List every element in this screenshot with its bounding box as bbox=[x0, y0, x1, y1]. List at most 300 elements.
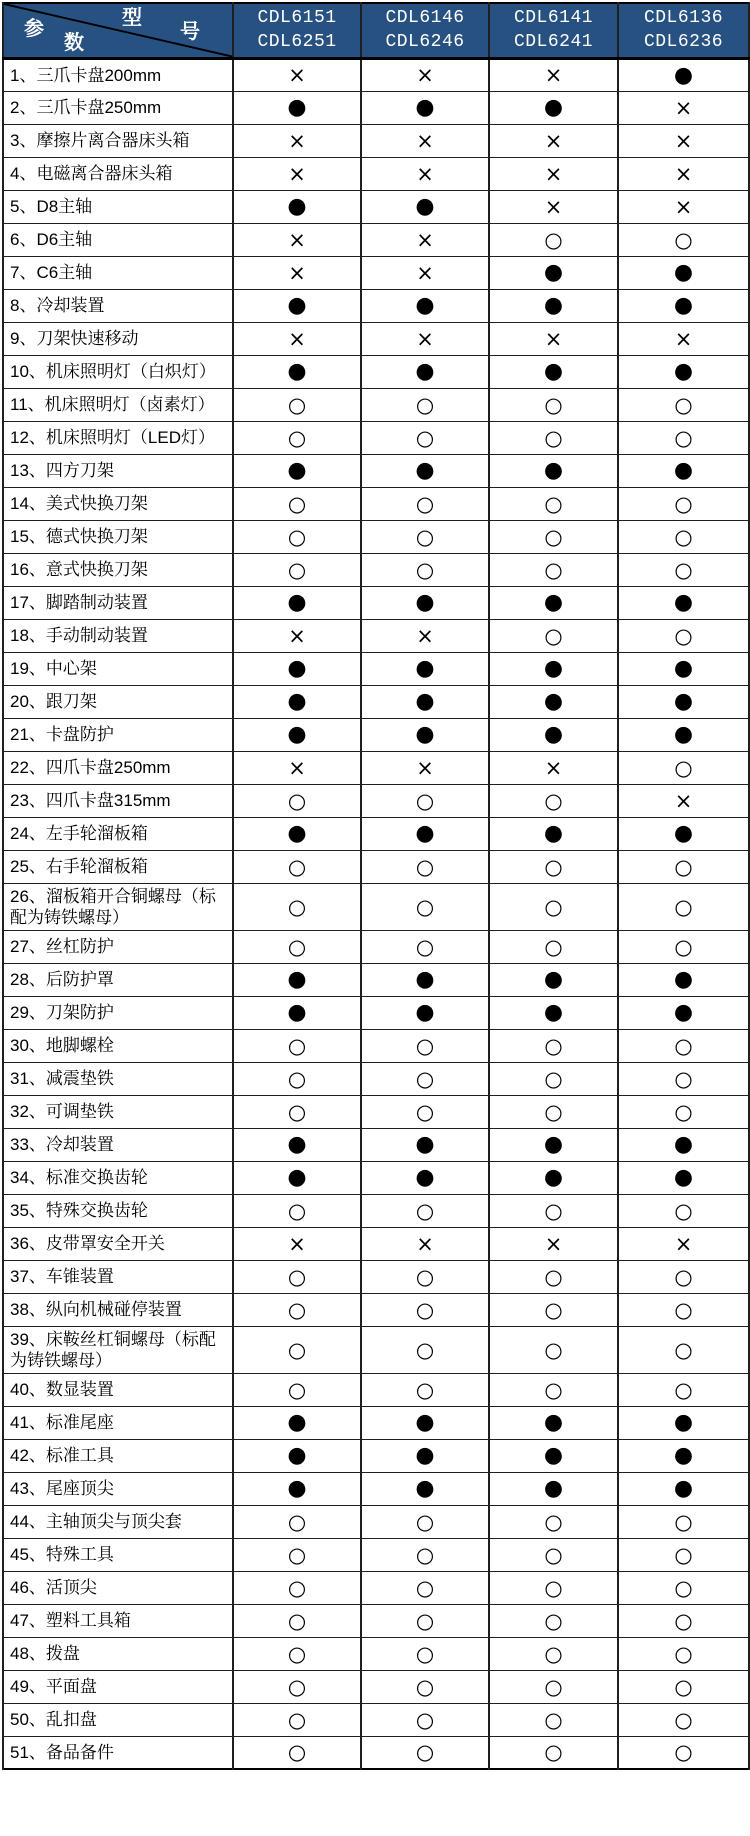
availability-cell: × bbox=[361, 223, 489, 256]
table-row bbox=[3, 1439, 749, 1472]
availability-cell: ● bbox=[618, 817, 749, 850]
availability-cell: × bbox=[361, 256, 489, 289]
availability-cell: ○ bbox=[489, 1604, 618, 1637]
table-row bbox=[3, 421, 749, 454]
availability-cell: ○ bbox=[361, 1538, 489, 1571]
row-label: 42、标准工具 bbox=[3, 1439, 233, 1472]
table-row bbox=[3, 1505, 749, 1538]
availability-cell: ● bbox=[489, 1161, 618, 1194]
table-row bbox=[3, 223, 749, 256]
availability-cell: ○ bbox=[489, 1029, 618, 1062]
availability-cell: ● bbox=[361, 652, 489, 685]
availability-cell: ○ bbox=[618, 930, 749, 963]
corner-model-label-char: 型 bbox=[122, 7, 142, 29]
table-row bbox=[3, 58, 749, 91]
availability-cell: × bbox=[361, 619, 489, 652]
row-label: 35、特殊交换齿轮 bbox=[3, 1194, 233, 1227]
availability-cell: ○ bbox=[233, 784, 361, 817]
availability-cell: ○ bbox=[233, 1571, 361, 1604]
availability-cell: ● bbox=[489, 454, 618, 487]
availability-cell: × bbox=[361, 157, 489, 190]
availability-cell: ● bbox=[233, 652, 361, 685]
availability-cell: ○ bbox=[618, 1736, 749, 1769]
model-name: CDL6241 bbox=[513, 32, 594, 53]
availability-cell: ● bbox=[618, 1128, 749, 1161]
availability-cell: ● bbox=[489, 718, 618, 751]
row-label: 8、冷却装置 bbox=[3, 289, 233, 322]
table-row bbox=[3, 1472, 749, 1505]
table-row bbox=[3, 355, 749, 388]
availability-cell: ○ bbox=[618, 1095, 749, 1128]
availability-cell: ● bbox=[489, 996, 618, 1029]
availability-cell: ○ bbox=[233, 1373, 361, 1406]
table-row bbox=[3, 1029, 749, 1062]
availability-cell: ○ bbox=[489, 1670, 618, 1703]
table-row bbox=[3, 1637, 749, 1670]
availability-cell: × bbox=[489, 322, 618, 355]
availability-cell: ● bbox=[361, 996, 489, 1029]
availability-cell: ● bbox=[233, 91, 361, 124]
availability-cell: ○ bbox=[489, 1538, 618, 1571]
availability-cell: ○ bbox=[233, 1538, 361, 1571]
availability-cell: ● bbox=[361, 586, 489, 619]
availability-cell: ○ bbox=[361, 1670, 489, 1703]
availability-cell: ○ bbox=[233, 1293, 361, 1326]
row-label: 30、地脚螺栓 bbox=[3, 1029, 233, 1062]
availability-cell: ● bbox=[361, 1406, 489, 1439]
row-label: 26、溜板箱开合铜螺母（标配为铸铁螺母） bbox=[3, 883, 233, 930]
availability-cell: ○ bbox=[489, 1326, 618, 1373]
availability-cell: ● bbox=[618, 1161, 749, 1194]
availability-cell: ● bbox=[618, 1406, 749, 1439]
availability-cell: ○ bbox=[618, 1062, 749, 1095]
availability-cell: ○ bbox=[489, 1637, 618, 1670]
table-row bbox=[3, 586, 749, 619]
row-label: 50、乱扣盘 bbox=[3, 1703, 233, 1736]
row-label: 45、特殊工具 bbox=[3, 1538, 233, 1571]
availability-cell: ○ bbox=[618, 487, 749, 520]
availability-cell: ● bbox=[361, 190, 489, 223]
availability-cell: ● bbox=[489, 289, 618, 322]
availability-cell: ● bbox=[233, 454, 361, 487]
table-row bbox=[3, 1194, 749, 1227]
availability-cell: × bbox=[361, 322, 489, 355]
availability-cell: ● bbox=[361, 817, 489, 850]
availability-cell: ○ bbox=[489, 1293, 618, 1326]
model-name: CDL6236 bbox=[643, 32, 724, 53]
availability-cell: ○ bbox=[618, 1505, 749, 1538]
availability-cell: ○ bbox=[233, 930, 361, 963]
availability-cell: ○ bbox=[489, 1260, 618, 1293]
table-row bbox=[3, 289, 749, 322]
availability-cell: × bbox=[233, 1227, 361, 1260]
row-label: 51、备品备件 bbox=[3, 1736, 233, 1769]
spec-sheet bbox=[2, 2, 748, 1770]
availability-cell: ○ bbox=[233, 1736, 361, 1769]
availability-cell: ○ bbox=[361, 1095, 489, 1128]
availability-cell: ● bbox=[233, 355, 361, 388]
row-label: 21、卡盘防护 bbox=[3, 718, 233, 751]
availability-cell: ○ bbox=[489, 1194, 618, 1227]
availability-cell: ○ bbox=[489, 850, 618, 883]
availability-cell: ○ bbox=[489, 1703, 618, 1736]
table-row bbox=[3, 784, 749, 817]
availability-cell: ● bbox=[233, 1406, 361, 1439]
table-row bbox=[3, 1373, 749, 1406]
availability-cell: ○ bbox=[233, 1637, 361, 1670]
availability-cell: ● bbox=[361, 963, 489, 996]
row-label: 32、可调垫铁 bbox=[3, 1095, 233, 1128]
availability-cell: × bbox=[361, 58, 489, 91]
availability-cell: ○ bbox=[618, 1571, 749, 1604]
availability-cell: ● bbox=[233, 718, 361, 751]
availability-cell: ○ bbox=[489, 1095, 618, 1128]
row-label: 29、刀架防护 bbox=[3, 996, 233, 1029]
availability-cell: ○ bbox=[361, 520, 489, 553]
row-label: 43、尾座顶尖 bbox=[3, 1472, 233, 1505]
availability-cell: ● bbox=[233, 817, 361, 850]
availability-cell: ● bbox=[489, 586, 618, 619]
table-row bbox=[3, 1406, 749, 1439]
availability-cell: × bbox=[489, 157, 618, 190]
availability-cell: ○ bbox=[233, 1604, 361, 1637]
availability-cell: ○ bbox=[233, 487, 361, 520]
availability-cell: ○ bbox=[361, 930, 489, 963]
availability-cell: ○ bbox=[361, 1703, 489, 1736]
availability-cell: ○ bbox=[233, 1194, 361, 1227]
availability-cell: × bbox=[489, 124, 618, 157]
availability-cell: ● bbox=[618, 586, 749, 619]
column-header-model-group bbox=[618, 3, 749, 58]
table-row bbox=[3, 520, 749, 553]
availability-cell: × bbox=[618, 91, 749, 124]
availability-cell: ○ bbox=[618, 1029, 749, 1062]
availability-cell: × bbox=[361, 1227, 489, 1260]
availability-cell: × bbox=[233, 223, 361, 256]
availability-cell: ○ bbox=[489, 883, 618, 930]
table-row bbox=[3, 190, 749, 223]
availability-cell: ○ bbox=[489, 520, 618, 553]
availability-cell: ● bbox=[361, 685, 489, 718]
row-label: 19、中心架 bbox=[3, 652, 233, 685]
availability-cell: ● bbox=[618, 718, 749, 751]
availability-cell: ● bbox=[618, 1439, 749, 1472]
availability-cell: ● bbox=[361, 1128, 489, 1161]
availability-cell: ○ bbox=[618, 421, 749, 454]
availability-cell: ● bbox=[618, 1472, 749, 1505]
availability-cell: × bbox=[233, 322, 361, 355]
table-row bbox=[3, 751, 749, 784]
table-row bbox=[3, 652, 749, 685]
availability-cell: ● bbox=[233, 1128, 361, 1161]
table-row bbox=[3, 1538, 749, 1571]
availability-cell: × bbox=[233, 124, 361, 157]
availability-cell: ● bbox=[618, 289, 749, 322]
availability-cell: × bbox=[618, 784, 749, 817]
availability-cell: ○ bbox=[361, 1326, 489, 1373]
row-label: 24、左手轮溜板箱 bbox=[3, 817, 233, 850]
row-label: 22、四爪卡盘250mm bbox=[3, 751, 233, 784]
row-label: 5、D8主轴 bbox=[3, 190, 233, 223]
row-label: 28、后防护罩 bbox=[3, 963, 233, 996]
availability-cell: ○ bbox=[361, 487, 489, 520]
availability-cell: ○ bbox=[233, 1029, 361, 1062]
table-row bbox=[3, 1095, 749, 1128]
availability-cell: ○ bbox=[489, 1571, 618, 1604]
model-name: CDL6136 bbox=[643, 8, 724, 29]
availability-cell: ○ bbox=[233, 421, 361, 454]
table-row bbox=[3, 1161, 749, 1194]
row-label: 20、跟刀架 bbox=[3, 685, 233, 718]
row-label: 14、美式快换刀架 bbox=[3, 487, 233, 520]
availability-cell: ● bbox=[361, 1472, 489, 1505]
table-row bbox=[3, 963, 749, 996]
availability-cell: × bbox=[618, 322, 749, 355]
row-label: 15、德式快换刀架 bbox=[3, 520, 233, 553]
row-label: 18、手动制动装置 bbox=[3, 619, 233, 652]
availability-cell: ○ bbox=[233, 1095, 361, 1128]
availability-cell: ● bbox=[361, 454, 489, 487]
table-row bbox=[3, 996, 749, 1029]
availability-cell: × bbox=[361, 124, 489, 157]
availability-cell: × bbox=[233, 751, 361, 784]
availability-cell: ○ bbox=[489, 1505, 618, 1538]
availability-cell: ○ bbox=[233, 883, 361, 930]
availability-cell: ○ bbox=[489, 223, 618, 256]
table-row bbox=[3, 1293, 749, 1326]
row-label: 31、减震垫铁 bbox=[3, 1062, 233, 1095]
table-row bbox=[3, 718, 749, 751]
availability-cell: ○ bbox=[618, 388, 749, 421]
availability-cell: ○ bbox=[618, 1194, 749, 1227]
availability-cell: ○ bbox=[618, 223, 749, 256]
availability-cell: ○ bbox=[233, 1505, 361, 1538]
availability-cell: ○ bbox=[618, 1670, 749, 1703]
availability-cell: ○ bbox=[618, 1637, 749, 1670]
table-row bbox=[3, 1062, 749, 1095]
availability-cell: × bbox=[233, 157, 361, 190]
column-header-model-group bbox=[233, 3, 361, 58]
availability-cell: ○ bbox=[489, 619, 618, 652]
availability-cell: ● bbox=[361, 1161, 489, 1194]
availability-cell: ○ bbox=[489, 784, 618, 817]
availability-cell: ● bbox=[233, 1439, 361, 1472]
table-row bbox=[3, 1128, 749, 1161]
availability-cell: ○ bbox=[233, 1670, 361, 1703]
availability-cell: ○ bbox=[361, 1571, 489, 1604]
table-row bbox=[3, 619, 749, 652]
availability-cell: × bbox=[489, 58, 618, 91]
availability-cell: ● bbox=[233, 1472, 361, 1505]
row-label: 46、活顶尖 bbox=[3, 1571, 233, 1604]
availability-cell: ● bbox=[489, 963, 618, 996]
availability-cell: ○ bbox=[618, 883, 749, 930]
row-label: 37、车锥装置 bbox=[3, 1260, 233, 1293]
availability-cell: ○ bbox=[361, 553, 489, 586]
corner-model-label-char: 号 bbox=[180, 21, 200, 43]
availability-cell: ○ bbox=[361, 1604, 489, 1637]
row-label: 6、D6主轴 bbox=[3, 223, 233, 256]
row-label: 49、平面盘 bbox=[3, 1670, 233, 1703]
row-label: 25、右手轮溜板箱 bbox=[3, 850, 233, 883]
availability-cell: ● bbox=[618, 454, 749, 487]
availability-cell: ○ bbox=[233, 1326, 361, 1373]
availability-cell: ● bbox=[233, 190, 361, 223]
availability-cell: ● bbox=[489, 817, 618, 850]
availability-cell: ○ bbox=[361, 1505, 489, 1538]
availability-cell: ● bbox=[618, 58, 749, 91]
corner-cell bbox=[3, 3, 233, 58]
availability-cell: × bbox=[489, 190, 618, 223]
availability-cell: × bbox=[489, 1227, 618, 1260]
availability-cell: × bbox=[618, 157, 749, 190]
row-label: 38、纵向机械碰停装置 bbox=[3, 1293, 233, 1326]
availability-cell: ● bbox=[489, 1439, 618, 1472]
availability-cell: ● bbox=[618, 355, 749, 388]
availability-cell: × bbox=[618, 190, 749, 223]
availability-cell: ○ bbox=[618, 1538, 749, 1571]
availability-cell: ● bbox=[489, 256, 618, 289]
availability-cell: ○ bbox=[361, 388, 489, 421]
table-row bbox=[3, 322, 749, 355]
availability-cell: ○ bbox=[233, 1260, 361, 1293]
table-row bbox=[3, 553, 749, 586]
availability-cell: ● bbox=[233, 289, 361, 322]
row-label: 2、三爪卡盘250mm bbox=[3, 91, 233, 124]
table-row bbox=[3, 256, 749, 289]
table-row bbox=[3, 1260, 749, 1293]
row-label: 7、C6主轴 bbox=[3, 256, 233, 289]
availability-cell: ● bbox=[618, 685, 749, 718]
availability-cell: ○ bbox=[361, 1029, 489, 1062]
row-label: 34、标准交换齿轮 bbox=[3, 1161, 233, 1194]
table-row bbox=[3, 883, 749, 930]
availability-cell: ○ bbox=[233, 850, 361, 883]
availability-cell: ● bbox=[489, 652, 618, 685]
availability-cell: ○ bbox=[489, 930, 618, 963]
table-row bbox=[3, 930, 749, 963]
availability-cell: ○ bbox=[361, 1194, 489, 1227]
availability-cell: ○ bbox=[233, 520, 361, 553]
table-row bbox=[3, 1670, 749, 1703]
availability-cell: ○ bbox=[233, 553, 361, 586]
availability-cell: ○ bbox=[618, 1260, 749, 1293]
availability-cell: ● bbox=[489, 1406, 618, 1439]
availability-cell: ○ bbox=[489, 487, 618, 520]
availability-cell: ● bbox=[489, 1128, 618, 1161]
availability-cell: ● bbox=[489, 685, 618, 718]
table-row bbox=[3, 91, 749, 124]
table-row bbox=[3, 388, 749, 421]
availability-cell: × bbox=[361, 751, 489, 784]
availability-cell: ● bbox=[361, 718, 489, 751]
table-row bbox=[3, 817, 749, 850]
availability-cell: ○ bbox=[618, 1604, 749, 1637]
availability-cell: ● bbox=[233, 685, 361, 718]
table-row bbox=[3, 1703, 749, 1736]
availability-cell: ○ bbox=[618, 1326, 749, 1373]
row-label: 48、拨盘 bbox=[3, 1637, 233, 1670]
row-label: 10、机床照明灯（白炽灯） bbox=[3, 355, 233, 388]
row-label: 33、冷却装置 bbox=[3, 1128, 233, 1161]
model-name: CDL6251 bbox=[257, 32, 337, 53]
table-row bbox=[3, 1326, 749, 1373]
row-label: 40、数显装置 bbox=[3, 1373, 233, 1406]
availability-cell: ○ bbox=[361, 883, 489, 930]
availability-cell: ● bbox=[618, 652, 749, 685]
availability-cell: ● bbox=[489, 91, 618, 124]
table-row bbox=[3, 487, 749, 520]
table-row bbox=[3, 850, 749, 883]
availability-cell: ○ bbox=[361, 1637, 489, 1670]
model-name: CDL6141 bbox=[513, 8, 594, 29]
column-header-model-group bbox=[489, 3, 618, 58]
availability-cell: ● bbox=[618, 996, 749, 1029]
availability-cell: ○ bbox=[233, 388, 361, 421]
row-label: 13、四方刀架 bbox=[3, 454, 233, 487]
availability-cell: ○ bbox=[618, 751, 749, 784]
row-label: 41、标准尾座 bbox=[3, 1406, 233, 1439]
availability-cell: ○ bbox=[618, 1373, 749, 1406]
row-label: 36、皮带罩安全开关 bbox=[3, 1227, 233, 1260]
table-row bbox=[3, 1571, 749, 1604]
row-label: 1、三爪卡盘200mm bbox=[3, 58, 233, 91]
availability-cell: ○ bbox=[489, 553, 618, 586]
availability-cell: ○ bbox=[361, 784, 489, 817]
corner-param-label-char: 数 bbox=[64, 32, 84, 54]
availability-cell: ● bbox=[233, 963, 361, 996]
availability-cell: ○ bbox=[618, 553, 749, 586]
availability-cell: ● bbox=[361, 1439, 489, 1472]
availability-cell: ● bbox=[361, 91, 489, 124]
table-row bbox=[3, 1604, 749, 1637]
row-label: 12、机床照明灯（LED灯） bbox=[3, 421, 233, 454]
availability-cell: ○ bbox=[361, 850, 489, 883]
availability-cell: ○ bbox=[618, 619, 749, 652]
availability-cell: ● bbox=[361, 289, 489, 322]
availability-cell: ● bbox=[618, 256, 749, 289]
table-row bbox=[3, 124, 749, 157]
availability-cell: × bbox=[618, 124, 749, 157]
availability-cell: ○ bbox=[489, 421, 618, 454]
header-row bbox=[3, 3, 749, 58]
row-label: 3、摩擦片离合器床头箱 bbox=[3, 124, 233, 157]
availability-cell: ● bbox=[233, 1161, 361, 1194]
availability-cell: ○ bbox=[489, 388, 618, 421]
availability-cell: × bbox=[233, 58, 361, 91]
row-label: 23、四爪卡盘315mm bbox=[3, 784, 233, 817]
table-row bbox=[3, 454, 749, 487]
row-label: 27、丝杠防护 bbox=[3, 930, 233, 963]
table-row bbox=[3, 157, 749, 190]
availability-cell: ○ bbox=[618, 1293, 749, 1326]
row-label: 39、床鞍丝杠铜螺母（标配为铸铁螺母） bbox=[3, 1326, 233, 1373]
row-label: 9、刀架快速移动 bbox=[3, 322, 233, 355]
availability-cell: ○ bbox=[618, 1703, 749, 1736]
availability-cell: ● bbox=[233, 586, 361, 619]
availability-cell: ○ bbox=[233, 1703, 361, 1736]
availability-cell: ○ bbox=[361, 421, 489, 454]
spec-table-body bbox=[3, 58, 749, 1769]
model-name: CDL6146 bbox=[385, 8, 465, 29]
table-row bbox=[3, 1736, 749, 1769]
availability-cell: ○ bbox=[489, 1062, 618, 1095]
availability-cell: ○ bbox=[361, 1062, 489, 1095]
availability-cell: × bbox=[233, 619, 361, 652]
availability-cell: ● bbox=[618, 963, 749, 996]
availability-cell: ● bbox=[233, 996, 361, 1029]
row-label: 17、脚踏制动装置 bbox=[3, 586, 233, 619]
